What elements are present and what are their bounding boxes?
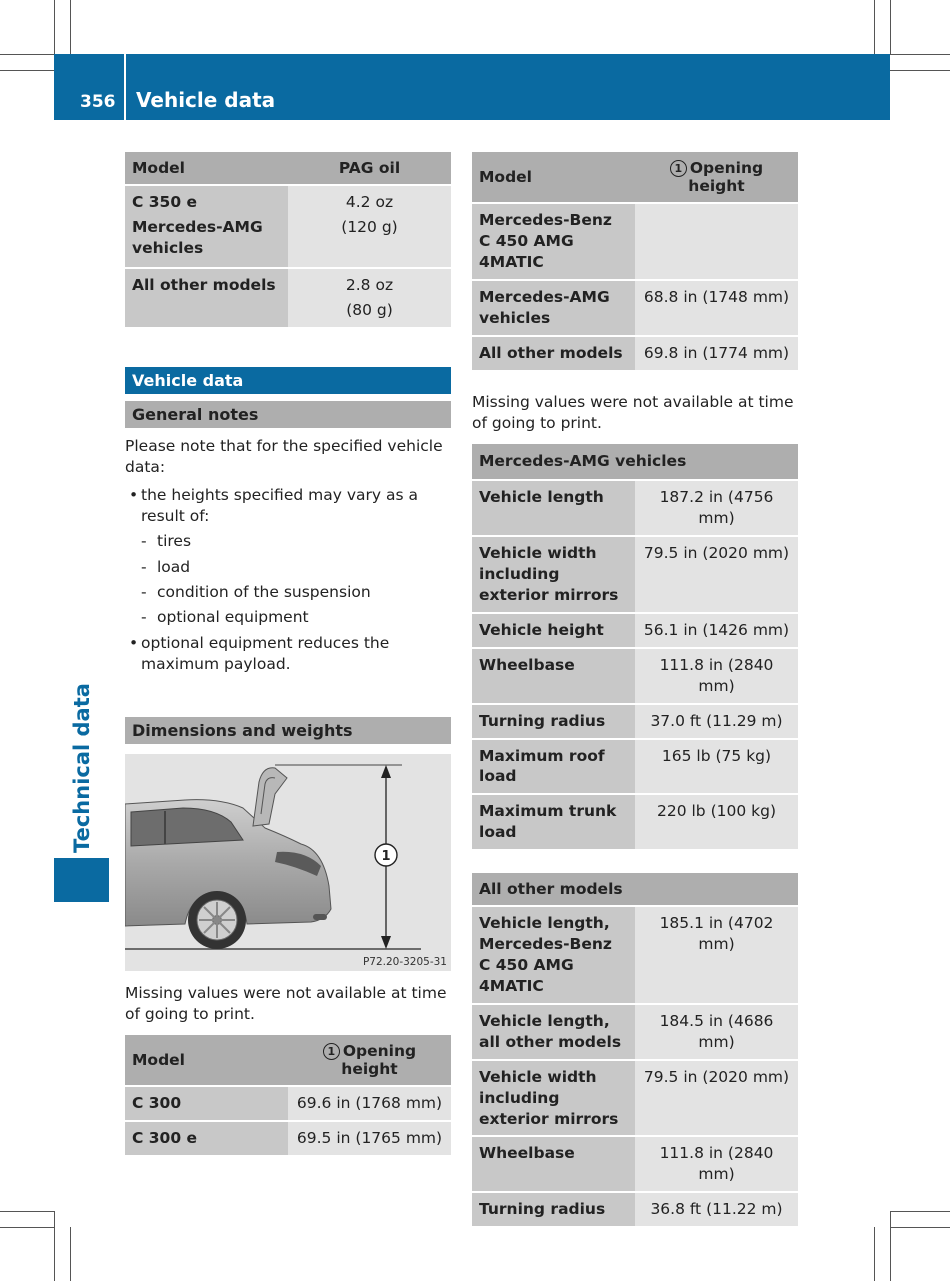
sub-list-item: - load — [141, 557, 451, 578]
crop-mark — [890, 1211, 891, 1281]
marker-circle: 1 — [670, 160, 687, 177]
table-header-row — [125, 152, 451, 185]
table-cell-value: 165 lb (75 kg) — [635, 739, 798, 795]
general-notes-intro: Please note that for the specified vehicle data: — [125, 436, 443, 477]
table-header-row — [472, 873, 798, 906]
table-cell-value: 69.6 in (1768 mm) — [288, 1086, 451, 1121]
opening-height-table-left — [125, 1035, 451, 1157]
table-row — [125, 268, 451, 328]
table-row — [472, 480, 798, 536]
amg-dimensions-table — [472, 444, 798, 851]
table-cell-model — [125, 268, 288, 328]
table-header-cell: Model — [125, 152, 288, 185]
crop-mark — [890, 1211, 950, 1212]
table-cell-model: C 300 — [125, 1086, 288, 1121]
figure-code: P72.20-3205-31 — [362, 955, 447, 968]
section-title: Vehicle data — [125, 367, 451, 394]
table-cell-value — [635, 203, 798, 280]
car-height-figure — [125, 754, 451, 971]
table-cell-label: Maximum roof load — [472, 739, 635, 795]
table-cell-label: Vehicle width including exterior mirrors — [472, 1060, 635, 1137]
general-notes-heading: General notes — [125, 401, 451, 428]
table-cell-value: 79.5 in (2020 mm) — [635, 536, 798, 613]
page-header — [54, 54, 890, 120]
table-cell-value: 185.1 in (4702 mm) — [635, 906, 798, 1004]
table-row — [472, 536, 798, 613]
page-title: Vehicle data — [136, 88, 276, 112]
general-notes-list — [125, 485, 451, 676]
crop-mark — [890, 54, 950, 55]
left-column — [125, 152, 451, 1157]
table-cell-label: Maximum trunk load — [472, 794, 635, 850]
other-models-dimensions-table — [472, 873, 798, 1228]
header-divider — [124, 54, 126, 120]
opening-height-table-right — [472, 152, 798, 372]
crop-mark — [70, 1227, 71, 1281]
missing-values-note: Missing values were not available at time of going to print. — [472, 392, 794, 432]
table-header-cell: Model — [472, 152, 635, 203]
model-line: Mercedes-AMG vehicles — [132, 217, 263, 257]
value-line: (80 g) — [346, 300, 393, 319]
table-row — [472, 1136, 798, 1192]
marker-circle: 1 — [323, 1043, 340, 1060]
crop-mark — [0, 70, 54, 71]
header-label: Opening height — [688, 159, 764, 195]
table-row — [125, 1121, 451, 1156]
car-illustration — [125, 754, 451, 971]
table-cell-label: Vehicle width including exterior mirrors — [472, 536, 635, 613]
table-cell-label: Vehicle height — [472, 613, 635, 648]
crop-mark — [54, 1211, 55, 1281]
table-cell-value: 111.8 in (2840 mm) — [635, 1136, 798, 1192]
table-row — [472, 648, 798, 704]
crop-mark — [70, 0, 71, 54]
list-item-text: the heights specified may vary as a result of: — [141, 485, 418, 525]
table-cell-model: Mercedes-AMG vehicles — [472, 280, 635, 336]
table-cell-value: 56.1 in (1426 mm) — [635, 613, 798, 648]
crop-mark — [890, 1227, 950, 1228]
model-line: All other models — [132, 275, 276, 294]
sub-list-item: - tires — [141, 531, 451, 552]
table-row — [125, 185, 451, 268]
table-cell-value: 111.8 in (2840 mm) — [635, 648, 798, 704]
side-tab-marker — [54, 858, 109, 902]
crop-mark — [890, 70, 950, 71]
right-column — [472, 152, 798, 1228]
table-row — [472, 1192, 798, 1227]
crop-mark — [0, 1227, 54, 1228]
sub-list-item: - optional equipment — [141, 607, 451, 628]
value-line: 2.8 oz — [345, 275, 394, 294]
table-cell-value — [288, 268, 451, 328]
table-cell-label: Wheelbase — [472, 648, 635, 704]
table-row — [472, 280, 798, 336]
side-tab-label: Technical data — [70, 683, 94, 853]
crop-mark — [0, 1211, 54, 1212]
table-cell-label: Turning radius — [472, 1192, 635, 1227]
table-row — [472, 1004, 798, 1060]
missing-values-note: Missing values were not available at time of going to print. — [125, 983, 447, 1023]
table-row — [472, 336, 798, 371]
table-row — [472, 1060, 798, 1137]
figure-marker: 1 — [381, 848, 391, 864]
table-row — [472, 704, 798, 739]
model-line: C 350 e — [132, 193, 198, 211]
table-cell-value: 68.8 in (1748 mm) — [635, 280, 798, 336]
table-header-cell: Mercedes-AMG vehicles — [472, 444, 798, 480]
crop-mark — [0, 54, 54, 55]
table-row — [472, 203, 798, 280]
table-row — [472, 613, 798, 648]
table-header-cell — [635, 152, 798, 203]
dimensions-heading: Dimensions and weights — [125, 717, 451, 744]
sub-list-item: - condition of the suspension — [141, 582, 451, 603]
table-header-row — [125, 1035, 451, 1086]
table-row — [472, 739, 798, 795]
table-cell-model — [125, 185, 288, 268]
table-cell-label: Vehicle length, all other models — [472, 1004, 635, 1060]
table-cell-label: Vehicle length, Mercedes-Benz C 450 AMG 4MATIC — [472, 906, 635, 1004]
table-cell-label: Turning radius — [472, 704, 635, 739]
list-item: • optional equipment reduces the maximum payload. — [125, 633, 451, 676]
table-cell-value: 36.8 ft (11.22 m) — [635, 1192, 798, 1227]
table-row — [125, 1086, 451, 1121]
table-header-row — [472, 444, 798, 480]
crop-mark — [54, 0, 55, 54]
list-item — [125, 485, 451, 629]
table-cell-value: 184.5 in (4686 mm) — [635, 1004, 798, 1060]
table-cell-label: Wheelbase — [472, 1136, 635, 1192]
table-cell-model: All other models — [472, 336, 635, 371]
value-line: (120 g) — [341, 217, 398, 236]
table-cell-model: C 300 e — [125, 1121, 288, 1156]
table-cell-label: Vehicle length — [472, 480, 635, 536]
sub-list — [141, 531, 451, 629]
table-cell-value: 220 lb (100 kg) — [635, 794, 798, 850]
page-number: 356 — [80, 92, 116, 112]
crop-mark — [874, 0, 875, 54]
table-header-cell: PAG oil — [288, 152, 451, 185]
value-line: 4.2 oz — [345, 193, 394, 211]
table-cell-value: 79.5 in (2020 mm) — [635, 1060, 798, 1137]
table-header-cell: All other models — [472, 873, 798, 906]
table-header-cell: Model — [125, 1035, 288, 1086]
table-cell-value: 69.5 in (1765 mm) — [288, 1121, 451, 1156]
table-header-cell — [288, 1035, 451, 1086]
pag-oil-table — [125, 152, 451, 329]
table-cell-value: 187.2 in (4756 mm) — [635, 480, 798, 536]
table-cell-value: 37.0 ft (11.29 m) — [635, 704, 798, 739]
table-header-row — [472, 152, 798, 203]
table-cell-value — [288, 185, 451, 268]
table-cell-model: Mercedes-Benz C 450 AMG 4MATIC — [472, 203, 635, 280]
crop-mark — [874, 1227, 875, 1281]
header-label: Opening height — [341, 1042, 417, 1079]
crop-mark — [890, 0, 891, 54]
table-row — [472, 794, 798, 850]
table-cell-value: 69.8 in (1774 mm) — [635, 336, 798, 371]
table-row — [472, 906, 798, 1004]
